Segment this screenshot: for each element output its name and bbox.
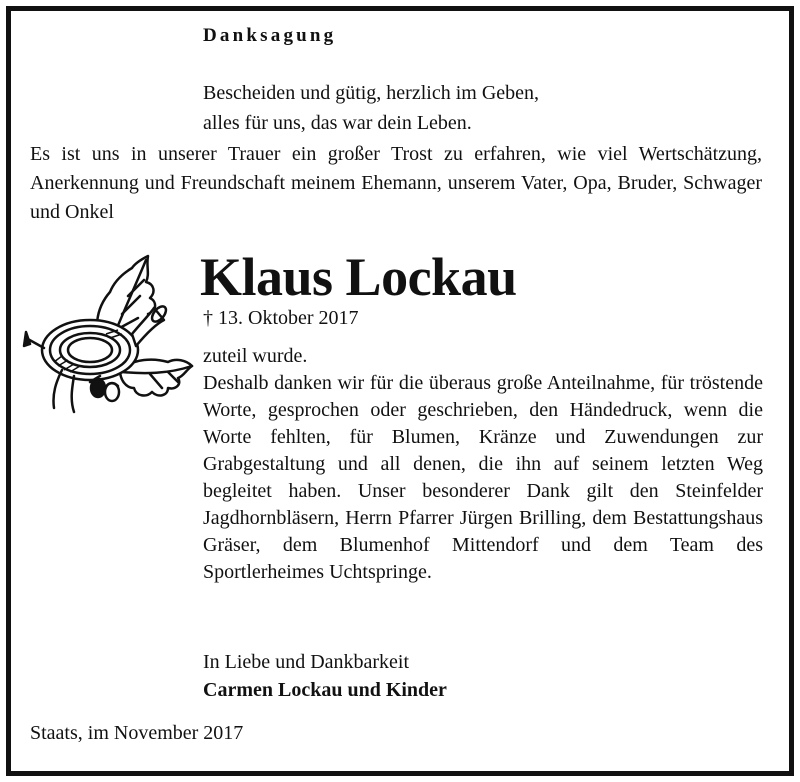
intro-paragraph: Es ist uns in unserer Trauer ein großer Trost zu erfahren, wie viel Wertschätzung, Anerkennung und Freundschaft meinem Ehemann, unserem Vater, Opa, Bruder, Schwager und Onkel: [30, 143, 762, 223]
death-date: † 13. Oktober 2017: [203, 307, 359, 329]
hunting-horn-oak-leaves-icon: [22, 252, 200, 422]
place-date: Staats, im November 2017: [30, 722, 244, 744]
signature: Carmen Lockau und Kinder: [203, 679, 447, 701]
continuation-line: zuteil wurde.: [203, 345, 308, 367]
body-paragraph: [203, 343, 763, 586]
verse-line-2: alles für uns, das war dein Leben.: [203, 112, 472, 134]
thanks-paragraph: Deshalb danken wir für die überaus große Anteilnahme, für tröstende Worte, gesprochen oder geschrieben, den Händedruck, wenn die Worte fehlten, für Blumen, Kränze und Zuwendungen zur Grabgestaltung und all denen, die ihn auf seinem letzten Weg begleitet haben. Unser besonderer Dank gilt den Steinfelder Jagdhornbläsern, Herrn Pfarrer Jürgen Brilling, dem Bestattungshaus Gräser, dem Blumenhof Mittendorf und dem Team des Sportlerheimes Uchtspringe.: [203, 372, 763, 583]
deceased-name: Klaus Lockau: [200, 247, 517, 307]
closing-phrase: In Liebe und Dankbarkeit: [203, 651, 410, 673]
verse-line-1: Bescheiden und gütig, herzlich im Geben,: [203, 82, 540, 104]
heading: Danksagung: [203, 25, 337, 46]
